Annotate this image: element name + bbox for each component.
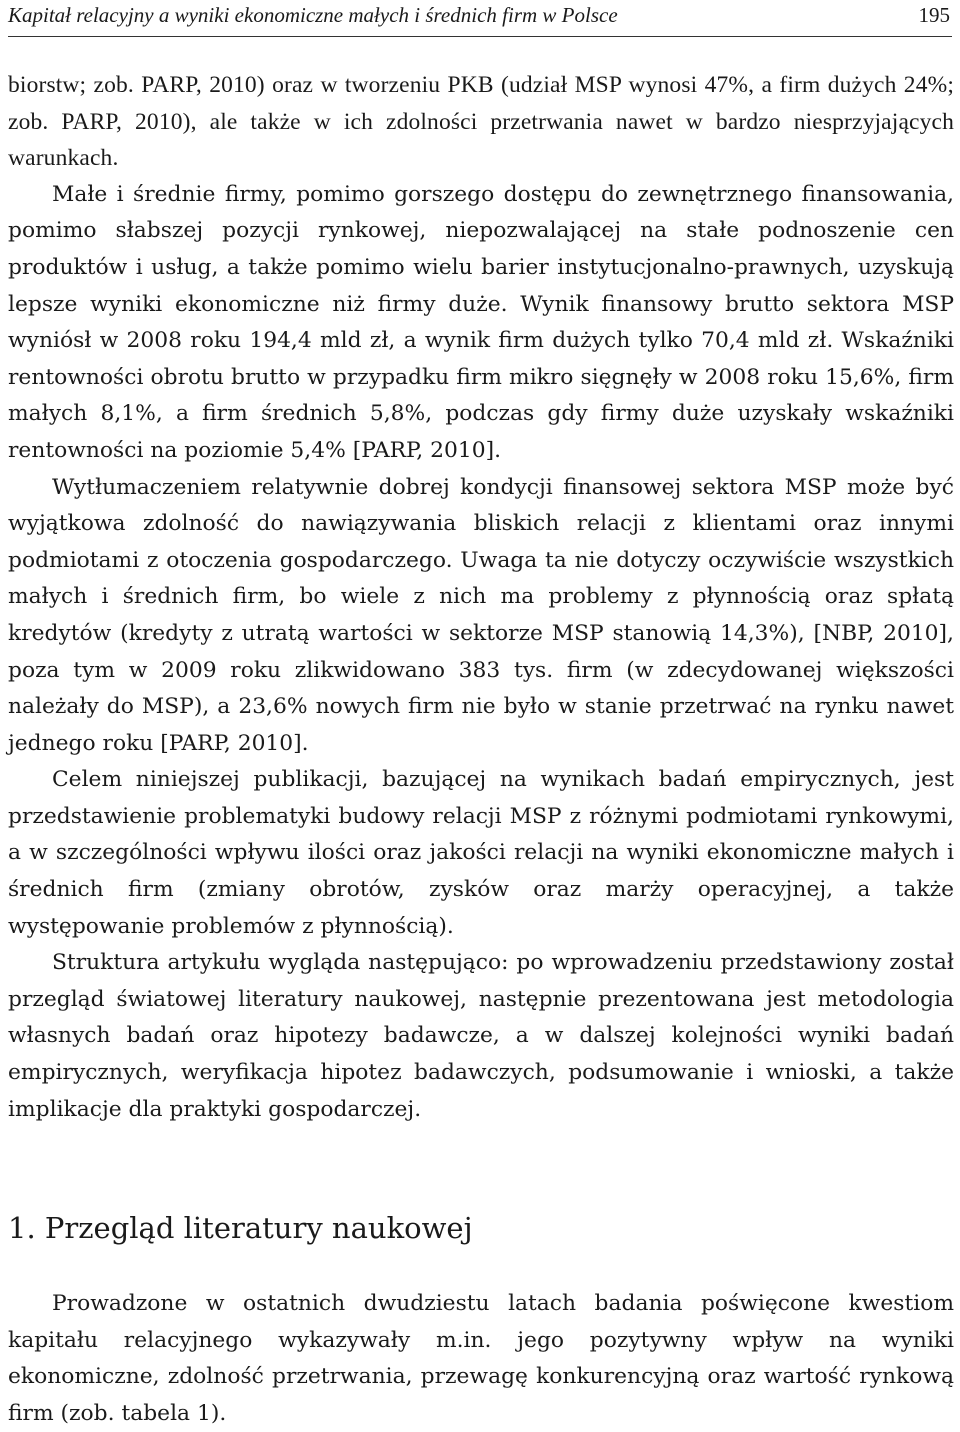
header-title: Kapitał relacyjny a wyniki ekonomiczne małych i średnich firm w Polsce (8, 3, 618, 27)
paragraph-objective: Celem niniejszej publikacji, bazującej na wynikach badań empirycznych, jest przedstawienie problematyki budowy relacji MSP z różnymi podmiotami rynkowymi, a w szczególności wpływu ilości oraz jakości relacji na wyniki ekonomiczne małych i średnich firm (zmiany obrotów, zysków oraz marży operacyjnej, a także występowanie problemów z płynnością). (8, 767, 954, 939)
intro-text (8, 67, 954, 1128)
paragraph-sme-results: Małe i średnie firmy, pomimo gorszego dostępu do zewnętrznego finansowania, pomimo słabszej pozycji rynkowej, niepozwalającej na stałe podnoszenie cen produktów i usług, a także pomimo wielu barier instytucjonalno-prawnych, uzyskują lepsze wyniki ekonomiczne niż firmy duże. Wynik finansowy brutto sektora MSP wyniósł w 2008 roku 194,4 mld zł, a wynik firm dużych tylko 70,4 mld zł. Wskaźniki rentowności obrotu brutto w przypadku firm mikro sięgnęły w 2008 roku 15,6%, firm małych 8,1%, a firm średnich 5,8%, podczas gdy firmy duże uzyskały wskaźniki rentowności na poziomie 5,4% [PARP, 2010]. (8, 181, 954, 463)
paragraph-continuation: biorstw; zob. PARP, 2010) oraz w tworzeniu PKB (udział MSP wynosi 47%, a firm dużych 24%; zob. PARP, 2010), ale także w ich zdolności przetrwania nawet w bardzo niesprzyjających warunkach. (8, 72, 954, 172)
running-header (8, 0, 952, 37)
page-number: 195 (918, 3, 950, 27)
paragraph-structure: Struktura artykułu wygląda następująco: po wprowadzeniu przedstawiony został przegląd światowej literatury naukowej, następnie prezentowana jest metodologia własnych badań oraz hipotezy badawcze, a w dalszej kolejności wyniki badań empirycznych, weryfikacja hipotez badawczych, podsumowanie i wnioski, a także implikacje dla praktyki gospodarczej. (8, 950, 954, 1122)
section-heading: 1. Przegląd literatury naukowej (8, 1211, 473, 1245)
section-text (8, 1286, 954, 1432)
paragraph-explanation: Wytłumaczeniem relatywnie dobrej kondycji finansowej sektora MSP może być wyjątkowa zdolność do nawiązywania bliskich relacji z klientami oraz innymi podmiotami z otoczenia gospodarczego. Uwaga ta nie dotyczy oczywiście wszystkich małych i średnich firm, bo wiele z nich ma problemy z płynnością oraz spłatą kredytów (kredyty z utratą wartości w sektorze MSP stanowią 14,3%), [NBP, 2010], poza tym w 2009 roku zlikwidowano 383 tys. firm (w zdecydowanej większości należały do MSP), a 23,6% nowych firm nie było w stanie przetrwać na rynku nawet jednego roku [PARP, 2010]. (8, 474, 954, 756)
paragraph-literature: Prowadzone w ostatnich dwudziestu latach badania poświęcone kwestiom kapitału relacyjnego wykazywały m.in. jego pozytywny wpływ na wyniki ekonomiczne, zdolność przetrwania, przewagę konkurencyjną oraz wartość rynkową firm (zob. tabela 1). (8, 1291, 954, 1426)
